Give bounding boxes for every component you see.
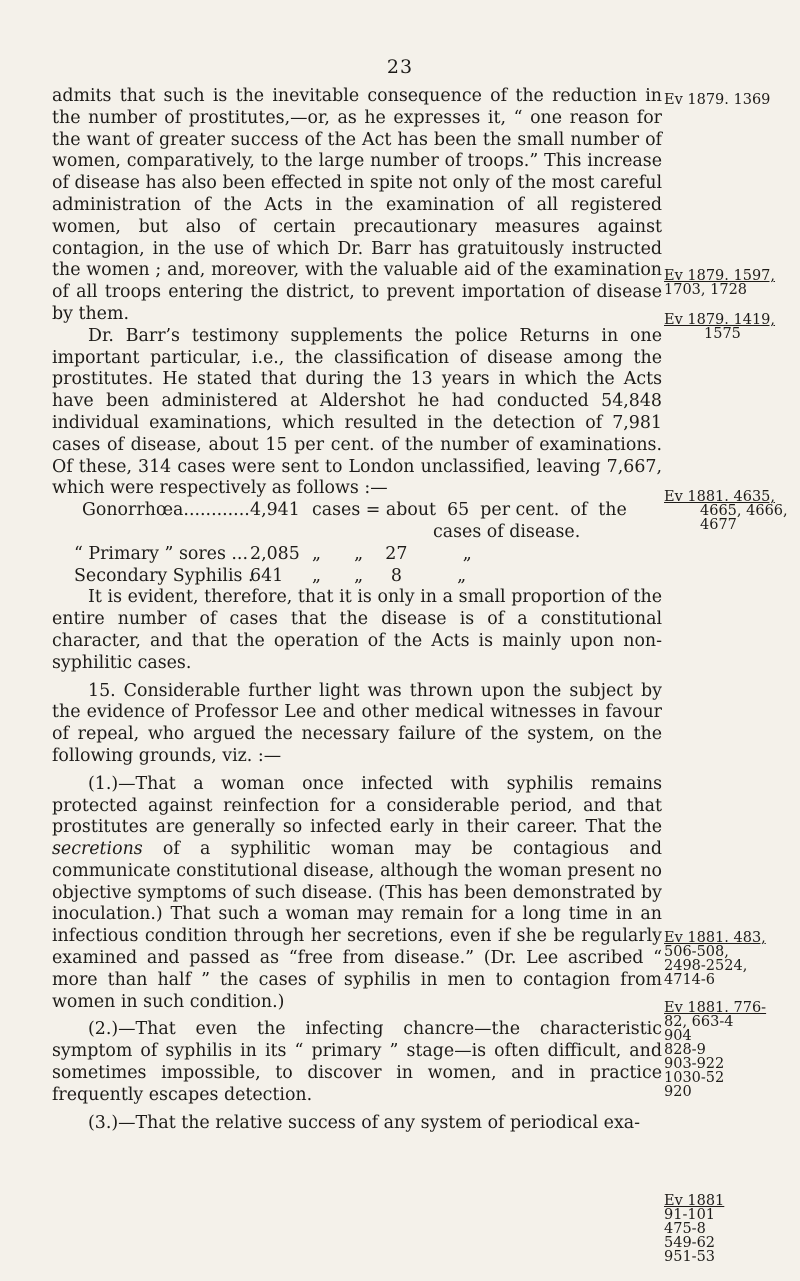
margin-note-line: 903-922 [664,1056,725,1072]
case-row-primary [52,544,662,566]
point-1-text-a: (1.)—That a woman once infected with syphilis remains protected against reinfection for a considerable period, and that prostitutes are generally so infected early in their career. That the [52,773,662,838]
margin-note-5 [664,931,800,987]
margin-note-2 [664,269,800,297]
margin-note-7 [664,1194,800,1264]
paragraph-point-1 [52,774,662,1014]
case-count: 4,941 [250,500,300,521]
margin-note-4 [664,490,800,532]
margin-note-3 [664,313,800,341]
case-text: „ „ 27 „ [312,543,472,564]
margin-note-line: 549-62 [664,1235,716,1251]
margin-note-line: 91-101 [664,1207,716,1223]
cases-table [52,500,662,587]
margin-note-line: 828-9 [664,1042,706,1058]
case-continuation-text: cases of disease. [433,521,581,542]
point-1-text-b: of a syphilitic woman may be contagious and communicate constitutional disease, although the woman present no objective symptoms of such disease. (This has been demonstrated by inoculation.) That such a woman may remain for a long time in an infectious condition through her secretions, even if she be regularly examined and passed as “free from disease.” (Dr. Lee ascribed “ more than half ” the cases of syphilis in men to contagion from women in such condition.) [52,839,662,1012]
case-text: cases = about 65 per cent. of the [312,500,627,521]
margin-note-line: 1030-52 [664,1070,725,1086]
case-label: “ Primary ” sores ... [74,543,248,564]
margin-note-line: Ev 1879. 1597, [664,268,776,284]
margin-note-line: 4714-6 [664,972,716,988]
case-label: Gonorrhœa............ [82,500,250,521]
paragraph-evident: It is evident, therefore, that it is only in a small proportion of the entire number of cases that the disease is of a constitutional character, and that the operation of the Acts is mainly upon non-syphilitic cases. [52,587,662,673]
margin-note-line: Ev 1881. 483, [664,930,766,946]
margin-note-line: Ev 1881. 4635, [664,489,776,505]
case-count: 641 [250,565,284,586]
margin-note-line: 506-508, [664,944,729,960]
margin-note-line: 4677 [700,517,737,533]
margin-note-line: 475-8 [664,1221,706,1237]
paragraph-point-3: (3.)—That the relative success of any system of periodical exa- [88,1112,641,1133]
paragraph-15: 15. Considerable further light was thrown upon the subject by the evidence of Professor Lee and other medical witnesses in favour of repeal, who argued the necessary failure of the system, on the following grounds, viz. :— [52,680,662,766]
case-text: „ „ 8 „ [312,565,467,586]
margin-note-line: 1575 [704,326,741,342]
case-label: Secondary Syphilis . [74,565,254,586]
margin-note-6 [664,1001,800,1099]
margin-note-line: 4665, 4666, [700,503,788,519]
margin-note-line: Ev 1881. 776- [664,1000,767,1016]
margin-note-line: 2498-2524, [664,958,748,974]
margin-note-line: 82, 663-4 [664,1014,734,1030]
margin-note-line: Ev 1879. 1369 [664,92,771,108]
margin-note-line: 951-53 [664,1249,716,1265]
case-row-continuation [52,522,662,544]
margin-note-line: 904 [664,1028,692,1044]
paragraph-continuation: admits that such is the inevitable consequence of the reduction in the number of prostitutes,—or, as he expresses it, “ one reason for the want of greater success of the Act has been the small number of women, comparatively, to the large number of troops.” This increase of disease has also been effected in spite not only of the most careful administration of the Acts in the examination of all registered women, but also of certain precautionary measures against contagion, in the use of which Dr. Barr has gratuitously instructed the women ; and, moreover, with the valuable aid of the examination of all troops entering the district, to prevent importation of disease by them. [52,86,662,324]
page-number: 23 [386,56,414,78]
margin-note-1 [664,93,800,107]
case-row-gonorrhoea [52,500,662,522]
margin-note-line: Ev 1881 [664,1193,725,1209]
margin-note-line: 1703, 1728 [664,282,748,298]
case-count: 2,085 [250,543,300,564]
paragraph-point-2: (2.)—That even the infecting chancre—the characteristic symptom of syphilis in its “ primary ” stage—is often difficult, and sometimes impossible, to discover in women, and in practice frequently escapes detection. [52,1019,662,1105]
case-row-secondary [52,566,662,588]
main-text-column [52,86,662,1134]
paragraph-barr-testimony: Dr. Barr’s testimony supplements the police Returns in one important particular, i.e., the classification of disease among the prostitutes. He stated that during the 13 years in which the Acts have been administered at Aldershot he had conducted 54,848 individual examinations, which resulted in the detection of 7,981 cases of disease, about 15 per cent. of the number of examinations. Of these, 314 cases were sent to London unclassified, leaving 7,667, which were respectively as follows :— [52,325,662,499]
margin-note-line: 920 [664,1084,692,1100]
point-1-emphasis: secretions [52,839,143,860]
margin-note-line: Ev 1879. 1419, [664,312,776,328]
